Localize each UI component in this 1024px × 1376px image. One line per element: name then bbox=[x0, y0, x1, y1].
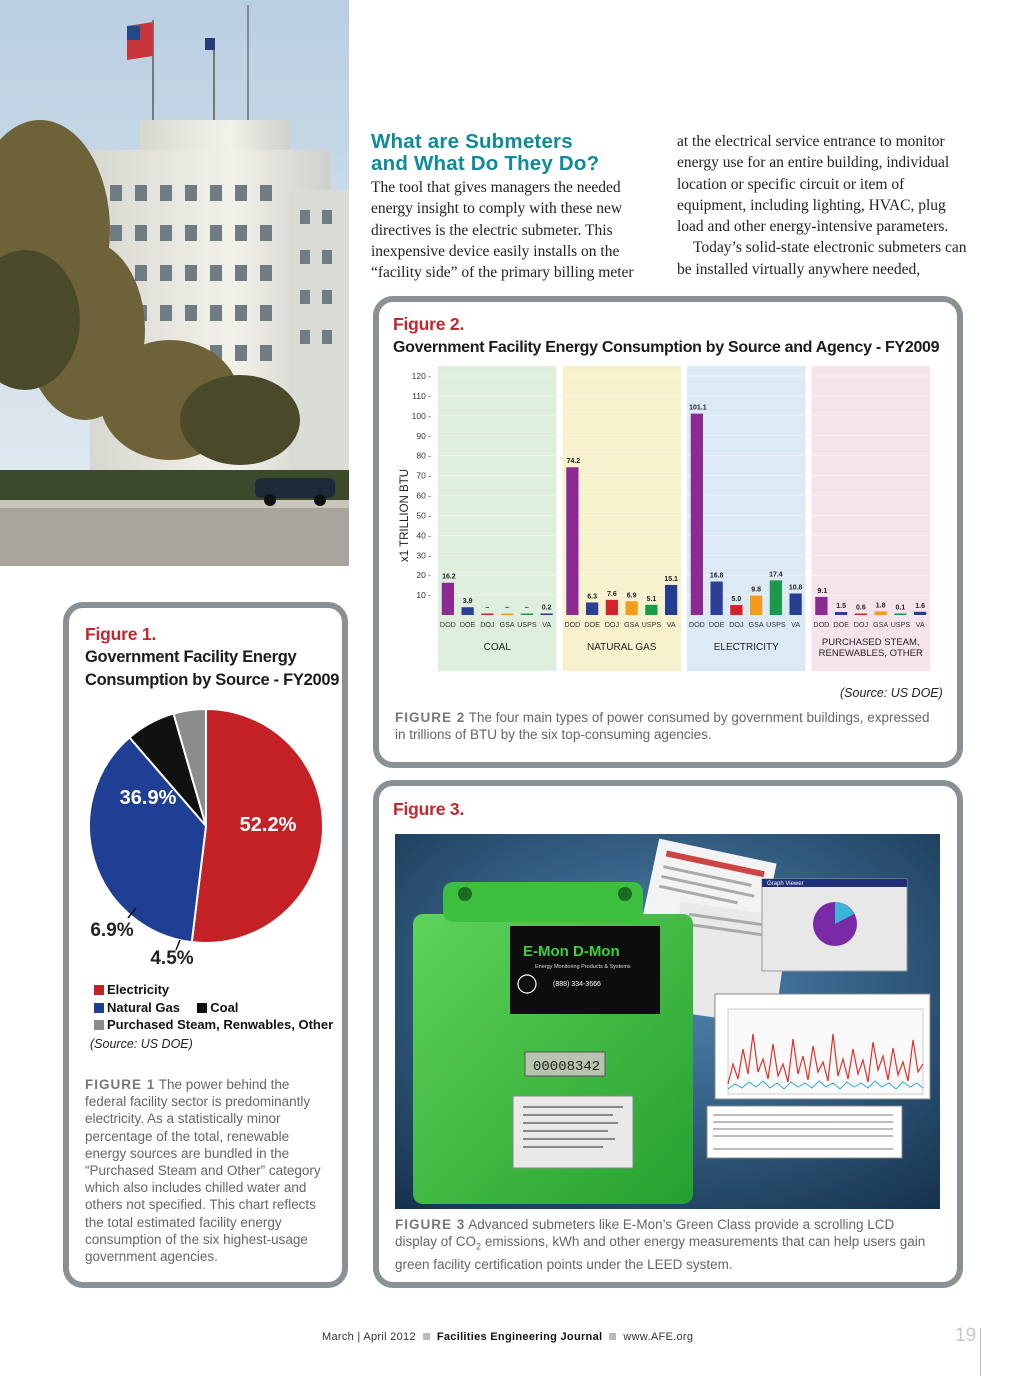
figure3-label: Figure 3. bbox=[393, 799, 465, 819]
legend-item-other bbox=[94, 1016, 333, 1034]
bar-agency-label: DOE bbox=[833, 620, 849, 629]
page-footer bbox=[322, 1331, 693, 1343]
legend-row-2 bbox=[94, 999, 333, 1017]
legend-label-natural-gas: Natural Gas bbox=[107, 999, 180, 1015]
bar-value-label: 0.6 bbox=[856, 604, 866, 612]
bar-agency-label: GSA bbox=[624, 620, 640, 629]
legend-item-electricity bbox=[94, 981, 333, 999]
footer-url[interactable]: www.AFE.org bbox=[623, 1331, 694, 1343]
bar-natural-usps bbox=[645, 605, 657, 615]
device-brand: E-Mon D-Mon bbox=[523, 943, 620, 960]
bar-electricity-usps bbox=[770, 580, 782, 615]
article-paragraph-2: at the electrical service entrance to monitor energy use for an entire building, individual location or specific circuit or item of equipment, including lighting, HVAC, plug load and other energy-intensive parameters. bbox=[677, 133, 950, 236]
bar-agency-label: DOD bbox=[688, 620, 705, 629]
figure1-source: (Source: US DOE) bbox=[90, 1037, 193, 1051]
bar-y-tick-label: 80 - bbox=[416, 450, 431, 461]
submeter-illustration bbox=[395, 834, 940, 1209]
software-window-title: Graph Viewer bbox=[767, 881, 804, 887]
bar-agency-label: GSA bbox=[499, 620, 515, 629]
pie-label-natural-gas: 36.9% bbox=[119, 787, 177, 809]
bar-value-label: – bbox=[505, 604, 510, 612]
bar-value-label: – bbox=[485, 604, 490, 612]
page-number: 19 bbox=[955, 1325, 977, 1346]
bar-electricity-doj bbox=[730, 605, 742, 615]
bar-agency-label: VA bbox=[542, 620, 552, 629]
figure1-caption-label: FIGURE 1 bbox=[85, 1077, 156, 1092]
bar-agency-label: DOE bbox=[708, 620, 725, 629]
legend-label-electricity: Electricity bbox=[107, 982, 170, 997]
bar-y-axis-title: x1 TRILLION BTU bbox=[399, 468, 411, 563]
bar-agency-label: DOE bbox=[584, 620, 600, 629]
article-heading bbox=[371, 131, 643, 175]
device-lcd: 00008342 bbox=[533, 1059, 601, 1075]
article-heading-line-2: and What Do They Do? bbox=[371, 152, 600, 175]
figure2-source: (Source: US DOE) bbox=[840, 686, 943, 700]
figure1-pie-chart bbox=[70, 690, 340, 980]
bar-value-label: 16.2 bbox=[442, 573, 456, 581]
article-column-1 bbox=[371, 131, 643, 283]
bar-purchased-va bbox=[914, 612, 926, 615]
bar-electricity-va bbox=[790, 593, 802, 615]
bar-coal-dod bbox=[442, 583, 454, 615]
bar-agency-label: DOJ bbox=[604, 620, 620, 629]
bar-agency-label: DOJ bbox=[729, 620, 744, 629]
bar-y-tick-label: 110 - bbox=[412, 390, 431, 401]
bar-purchased-dod bbox=[815, 597, 827, 615]
figure1-title-line-1: Government Facility Energy bbox=[85, 648, 297, 666]
bar-agency-label: USPS bbox=[517, 620, 537, 629]
legend-swatch-electricity bbox=[94, 985, 104, 995]
bar-agency-label: VA bbox=[666, 620, 676, 629]
bar-group-name-line-1: PURCHASED STEAM, bbox=[821, 637, 920, 648]
bar-value-label: 1.5 bbox=[836, 603, 846, 611]
bar-y-tick-label: 10 - bbox=[416, 590, 431, 601]
figure3-caption-text-a: Advanced submeters like E-Mon’s Green Class provide a scrolling LCD display of CO bbox=[395, 1217, 895, 1250]
bar-y-tick-label: 100 - bbox=[411, 410, 431, 421]
footer-separator-icon bbox=[609, 1333, 616, 1340]
figure1-title-line-2: Consumption by Source - FY2009 bbox=[85, 671, 340, 689]
bar-natural-doj bbox=[606, 600, 618, 615]
bar-natural-doe bbox=[586, 602, 598, 615]
bar-y-tick-label: 50 - bbox=[416, 510, 431, 521]
figure1-caption bbox=[85, 1076, 330, 1265]
figure2-bar-chart bbox=[390, 364, 950, 674]
bar-agency-label: USPS bbox=[641, 620, 662, 629]
pie-label-electricity: 52.2% bbox=[239, 814, 297, 836]
figure2-title: Government Facility Energy Consumption by Source and Agency - FY2009 bbox=[393, 339, 940, 356]
bar-electricity-doe bbox=[711, 582, 723, 615]
bar-value-label: 10.8 bbox=[788, 584, 803, 592]
submeter-photo bbox=[395, 834, 940, 1209]
bar-y-tick-label: 40 - bbox=[416, 530, 431, 541]
bar-y-tick-label: 60 - bbox=[416, 490, 431, 501]
bar-agency-label: DOJ bbox=[480, 620, 495, 629]
bar-y-tick-label: 120 - bbox=[411, 371, 431, 381]
bar-value-label: 3.9 bbox=[462, 598, 473, 606]
bar-coal-doe bbox=[462, 607, 474, 615]
bar-value-label: 5.0 bbox=[731, 596, 742, 604]
bar-y-tick-label: 20 - bbox=[416, 570, 431, 581]
bar-electricity-dod bbox=[691, 414, 703, 615]
bar-value-label: 15.1 bbox=[664, 575, 678, 583]
bar-coal-doj bbox=[481, 614, 493, 616]
bar-y-tick-label: 30 - bbox=[416, 550, 431, 561]
bar-y-tick-label: 70 - bbox=[416, 470, 431, 481]
figure2-caption bbox=[395, 709, 935, 743]
bar-value-label: 9.1 bbox=[817, 587, 828, 595]
legend-swatch-coal bbox=[197, 1003, 207, 1013]
page-rule bbox=[980, 1328, 981, 1376]
bar-value-label: 5.1 bbox=[646, 595, 657, 603]
figure3-caption-text-b: emissions, kWh and other energy measurements that can help users gain green facility certification points under the LEED system. bbox=[395, 1234, 926, 1273]
bar-value-label: 9.8 bbox=[751, 586, 761, 594]
bar-value-label: 101.1 bbox=[689, 404, 707, 412]
bar-agency-label: VA bbox=[915, 620, 925, 629]
device-subtitle: Energy Monitoring Products & Systems bbox=[535, 964, 631, 970]
bar-coal-va bbox=[541, 614, 553, 616]
footer-separator-icon bbox=[423, 1333, 430, 1340]
figure3-caption-subscript: 2 bbox=[476, 1241, 482, 1252]
figure1-label: Figure 1. bbox=[85, 624, 157, 644]
legend-swatch-other bbox=[94, 1020, 104, 1030]
bar-agency-label: GSA bbox=[748, 620, 764, 629]
building-photo bbox=[0, 0, 349, 566]
figure3-caption-label: FIGURE 3 bbox=[395, 1217, 466, 1232]
legend-label-other: Purchased Steam, Renwables, Other bbox=[107, 1017, 334, 1032]
bar-value-label: 74.2 bbox=[566, 458, 581, 466]
bar-value-label: 6.9 bbox=[626, 592, 637, 600]
bar-purchased-usps bbox=[894, 614, 906, 616]
bar-value-label: 16.8 bbox=[709, 572, 724, 580]
article-paragraph-1: The tool that gives managers the needed energy insight to comply with these new directives is the electric submeter. This inexpensive device easily installs on the “facility side” of the primary billing meter bbox=[371, 179, 634, 282]
device-phone: (888) 334-3666 bbox=[553, 981, 601, 988]
bar-purchased-doe bbox=[835, 612, 847, 615]
bar-value-label: 0.2 bbox=[541, 604, 552, 612]
bar-group-name: COAL bbox=[483, 642, 511, 653]
article-column-2 bbox=[677, 131, 967, 280]
bar-group-name-line-2: RENEWABLES, OTHER bbox=[818, 648, 923, 659]
bar-value-label: 17.4 bbox=[769, 571, 783, 579]
building-photo-illustration bbox=[0, 0, 349, 566]
bar-y-tick-label: 90 - bbox=[416, 430, 431, 441]
pie-label-coal: 6.9% bbox=[90, 920, 134, 941]
figure1-title bbox=[85, 646, 339, 692]
bar-agency-label: USPS bbox=[766, 620, 786, 629]
bar-natural-gsa bbox=[626, 601, 638, 615]
bar-group-name: NATURAL GAS bbox=[587, 642, 657, 653]
bar-agency-label: DOD bbox=[564, 620, 581, 629]
bar-agency-label: DOD bbox=[439, 620, 456, 629]
bar-value-label: 1.8 bbox=[875, 602, 886, 610]
bar-electricity-gsa bbox=[750, 595, 762, 615]
legend-swatch-natural-gas bbox=[94, 1003, 104, 1013]
bar-agency-label: DOJ bbox=[853, 620, 869, 629]
bar-value-label: 1.6 bbox=[915, 602, 925, 610]
bar-purchased-gsa bbox=[875, 611, 887, 615]
bar-group-name: ELECTRICITY bbox=[713, 642, 779, 653]
bar-agency-label: GSA bbox=[873, 620, 889, 629]
bar-value-label: – bbox=[524, 604, 529, 612]
pie-label-other: 4.5% bbox=[150, 948, 194, 969]
bar-coal-usps bbox=[521, 614, 533, 616]
bar-natural-va bbox=[665, 585, 677, 615]
bar-agency-label: VA bbox=[791, 620, 801, 629]
figure2-label: Figure 2. bbox=[393, 314, 465, 334]
article-paragraph-3: Today’s solid-state electronic submeters can be installed virtually anywhere needed, bbox=[677, 239, 967, 278]
bar-coal-gsa bbox=[501, 614, 513, 616]
legend-label-coal: Coal bbox=[210, 999, 239, 1015]
figure2-caption-text: The four main types of power consumed by government buildings, expressed in trillions of BTU by the six top-consuming agencies. bbox=[395, 710, 930, 743]
footer-journal: Facilities Engineering Journal bbox=[436, 1331, 603, 1343]
bar-purchased-doj bbox=[855, 614, 867, 616]
bar-agency-label: DOD bbox=[813, 620, 830, 629]
figure1-legend bbox=[94, 981, 333, 1034]
bar-agency-label: USPS bbox=[890, 620, 911, 629]
bar-value-label: 0.1 bbox=[895, 604, 906, 612]
bar-agency-label: DOE bbox=[459, 620, 476, 629]
figure2-caption-label: FIGURE 2 bbox=[395, 710, 466, 725]
bar-value-label: 6.3 bbox=[587, 593, 597, 601]
article-heading-line-1: What are Submeters bbox=[371, 130, 573, 153]
figure1-caption-text: The power behind the federal facility sector is predominantly electricity. As a statistically minor percentage of the total, renewable energy sources are bundled in the “Purchased Steam and Other” category which also includes chilled water and others not specified. This chart reflects the total estimated facility energy consumption of the six highest-usage government agencies. bbox=[85, 1077, 321, 1265]
bar-value-label: 7.6 bbox=[607, 590, 617, 598]
figure3-caption bbox=[395, 1216, 935, 1273]
footer-date: March | April 2012 bbox=[322, 1331, 416, 1343]
bar-natural-dod bbox=[566, 467, 578, 615]
